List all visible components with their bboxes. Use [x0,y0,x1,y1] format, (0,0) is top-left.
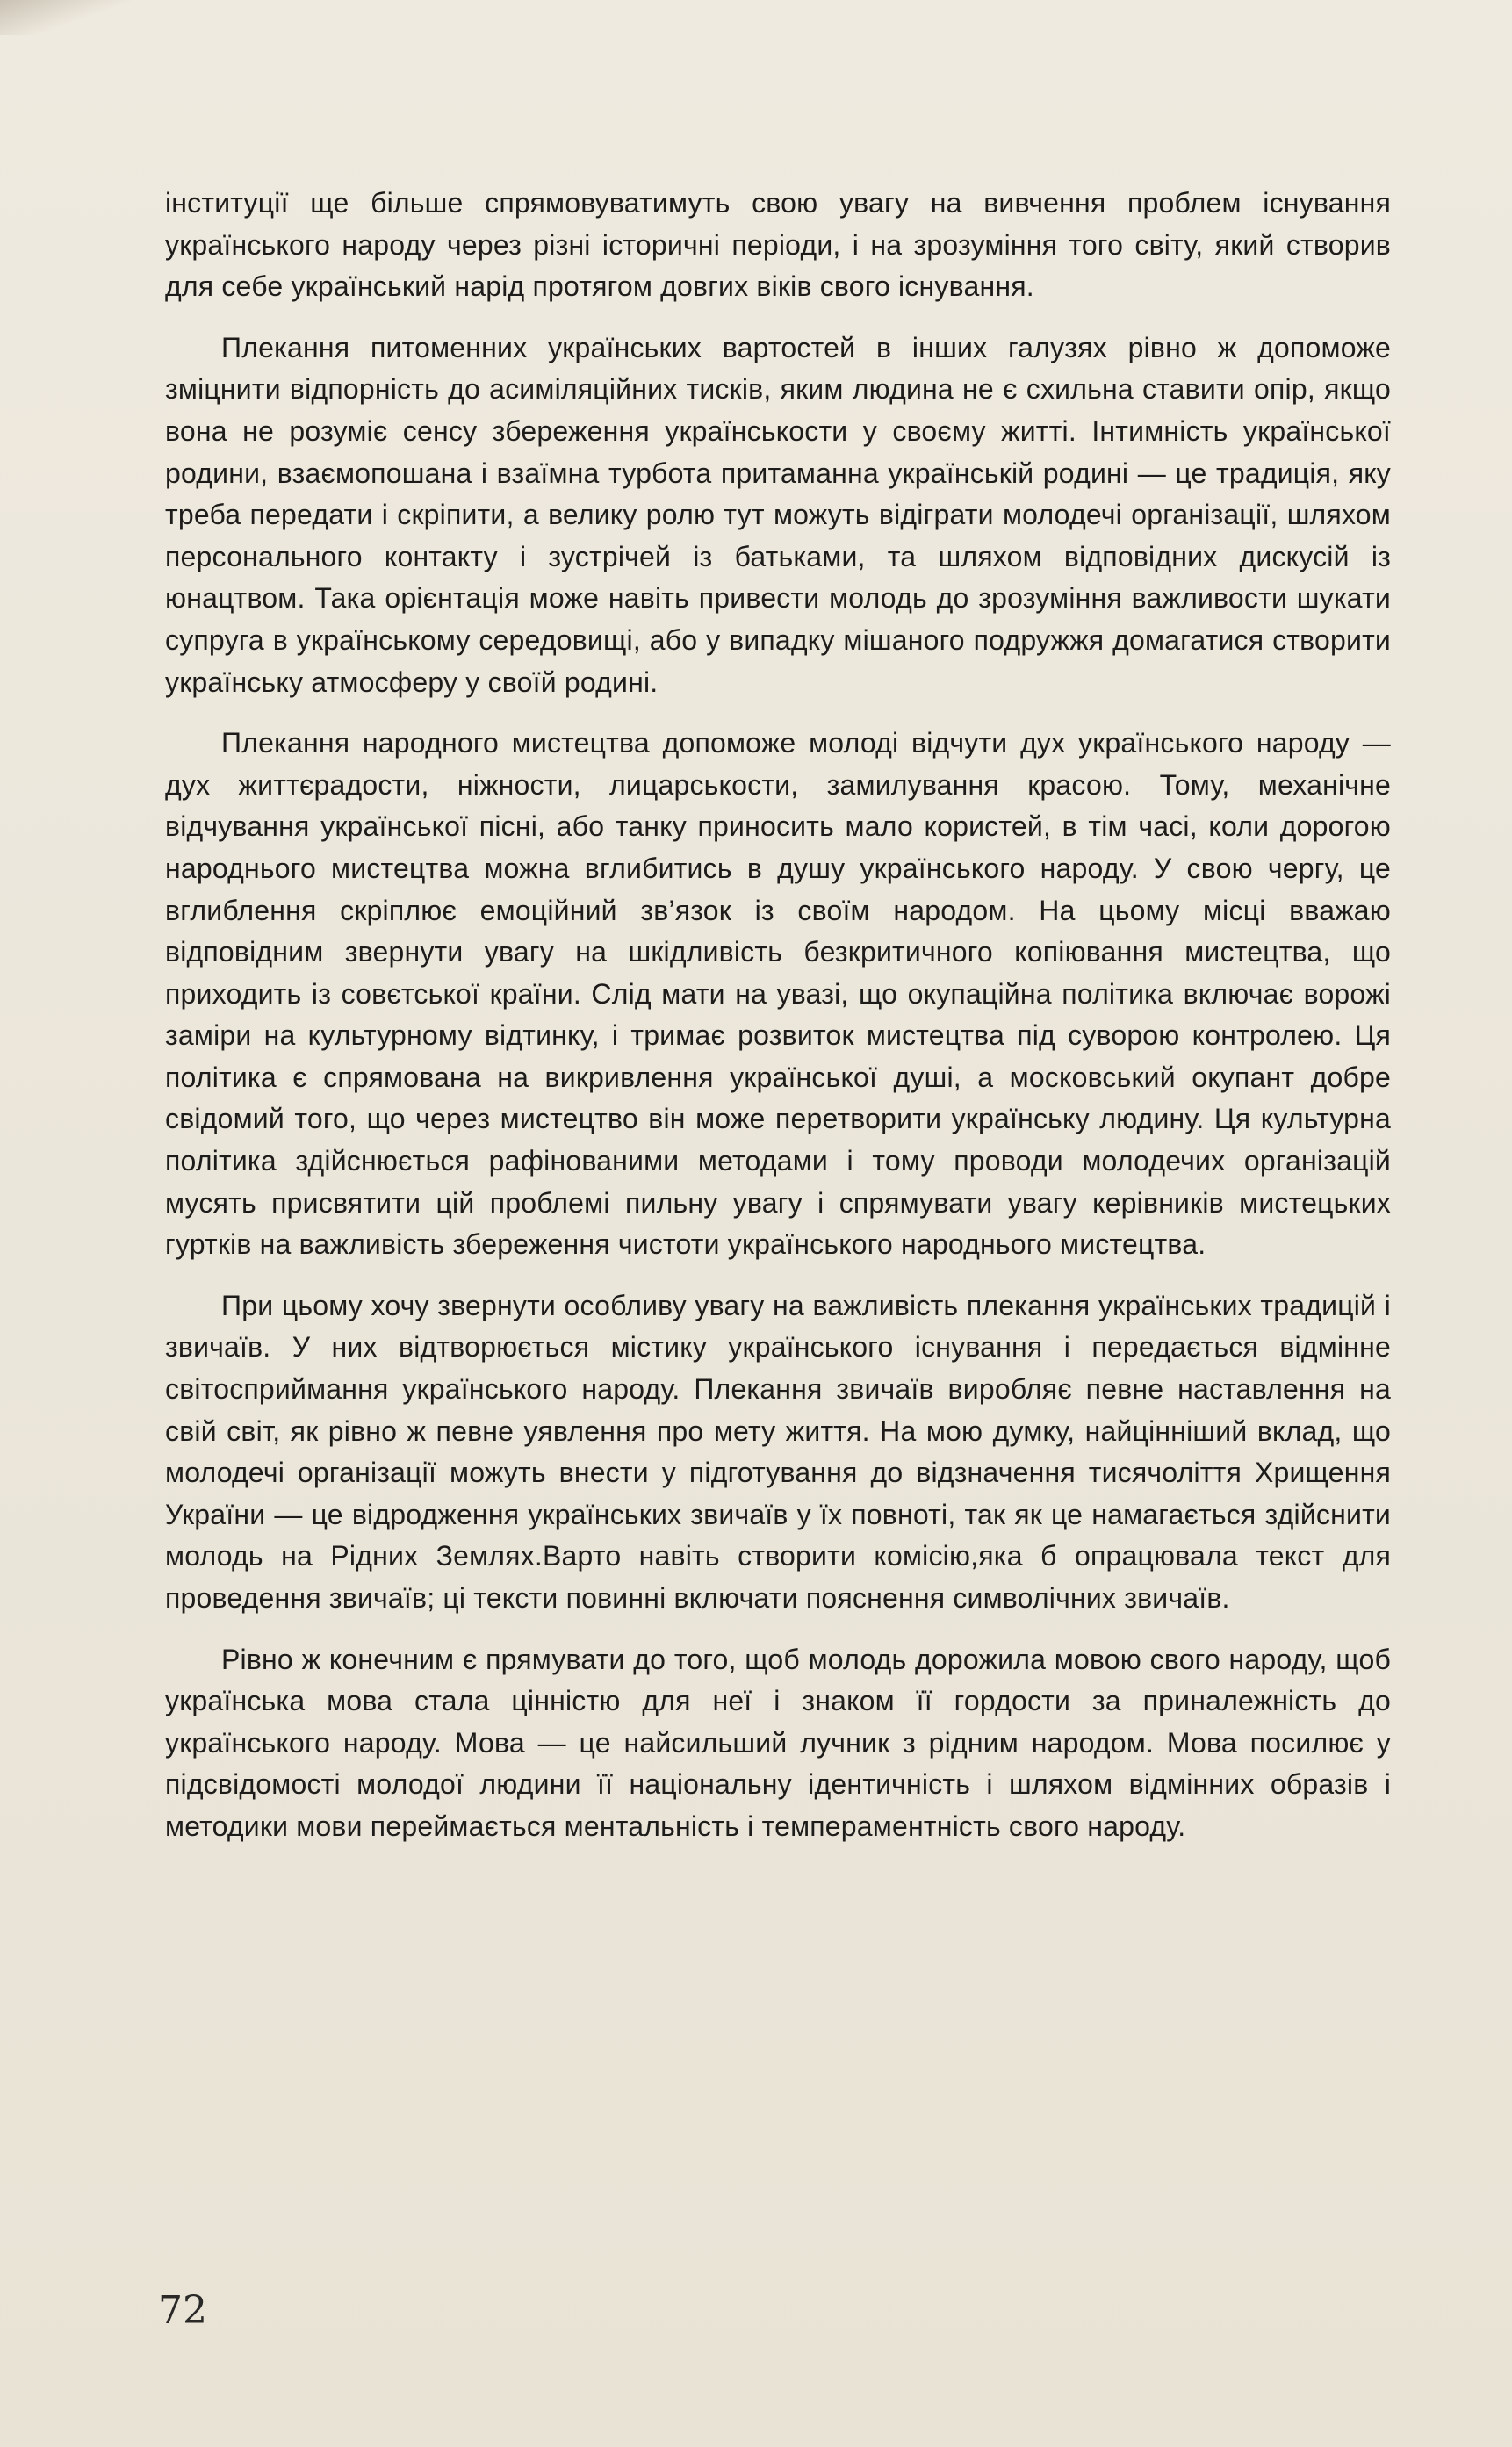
body-text [165,183,1391,1848]
paragraph-1: інституції ще більше спрямовуватимуть свою увагу на вивчення проблем існування українського народу через різні історичні періоди, і на зрозуміння того світу, який створив для себе український нарід протягом довгих віків свого існування. [165,187,1391,303]
page-corner-shadow [0,0,132,35]
paragraph-2: Плекання питоменних українських вартостей в інших галузях рівно ж допоможе зміцнити відпорність до асиміляційних тисків, яким людина не є схильна ставити опір, якщо вона не розуміє сенсу збереження українськости у своєму житті. Інтимність української родини, взаємопошана і взаїмна турбота притаманна українській родині — це традиція, яку треба передати і скріпити, а велику ролю тут можуть відіграти молодечі організації, шляхом персонального контакту і зустрічей із батьками, та шляхом відповідних дискусій із юнацтвом. Така орієнтація може навіть привести молодь до зрозуміння важливости шукати супруга в українському середовищі, або у випадку мішаного подружжя домагатися створити українську атмосферу у своїй родині. [165,331,1391,698]
paragraph-5: Рівно ж конечним є прямувати до того, щоб молодь дорожила мовою свого народу, щоб українська мова стала цінністю для неї і знаком її гордости за приналежність до українського народу. Мова — це найсильший лучник з рідним народом. Мова посилює у підсвідомості молодої людини її національну ідентичність і шляхом відмінних образів і методики мови переймається ментальність і темпераментність свого народу. [165,1643,1391,1842]
page-number: 72 [158,2288,207,2333]
paragraph-3: Плекання народного мистецтва допоможе молоді відчути дух українського народу — дух життєрадости, ніжности, лицарськости, замилування красою. Тому, механічне відчування української пісні, або танку приносить мало користей, в тім часі, коли дорогою народнього мистецтва можна вглибитись в душу українського народу. У свою чергу, це вглиблення скріплює емоційний зв’язок із своїм народом. На цьому місці вважаю відповідним звернути увагу на шкідливість безкритичного копіювання мистецтва, що приходить із совєтської країни. Слід мати на увазі, що окупаційна політика включає ворожі заміри на культурному відтинку, і тримає розвиток мистецтва під суворою контролею. Ця політика є спрямована на викривлення української душі, а московський окупант добре свідомий того, що через мистецтво він може перетворити українську людину. Ця культурна політика здійснюється рафінованими методами і тому проводи молодечих організацій мусять присвятити цій проблемі пильну увагу і спрямувати увагу керівників мистецьких гуртків на важливість збереження чистоти українського народнього мистецтва. [165,727,1391,1261]
paragraph-4: При цьому хочу звернути особливу увагу на важливість плекання українських традицій і звичаїв. У них відтворюється містику українського існування і передається відмінне світосприймання українського народу. Плекання звичаїв виробляє певне наставлення на свій світ, як рівно ж певне уявлення про мету життя. На мою думку, найцінніший вклад, що молодечі організації можуть внести у підготування до відзначення тисячоліття Хрищення України — це відродження українських звичаїв у їх повноті, так як це намагається здійснити молодь на Рідних Землях.Варто навіть створити комісію,яка б опрацювала текст для проведення звичаїв; ці тексти повинні включати пояснення символічних звичаїв. [165,1289,1391,1614]
